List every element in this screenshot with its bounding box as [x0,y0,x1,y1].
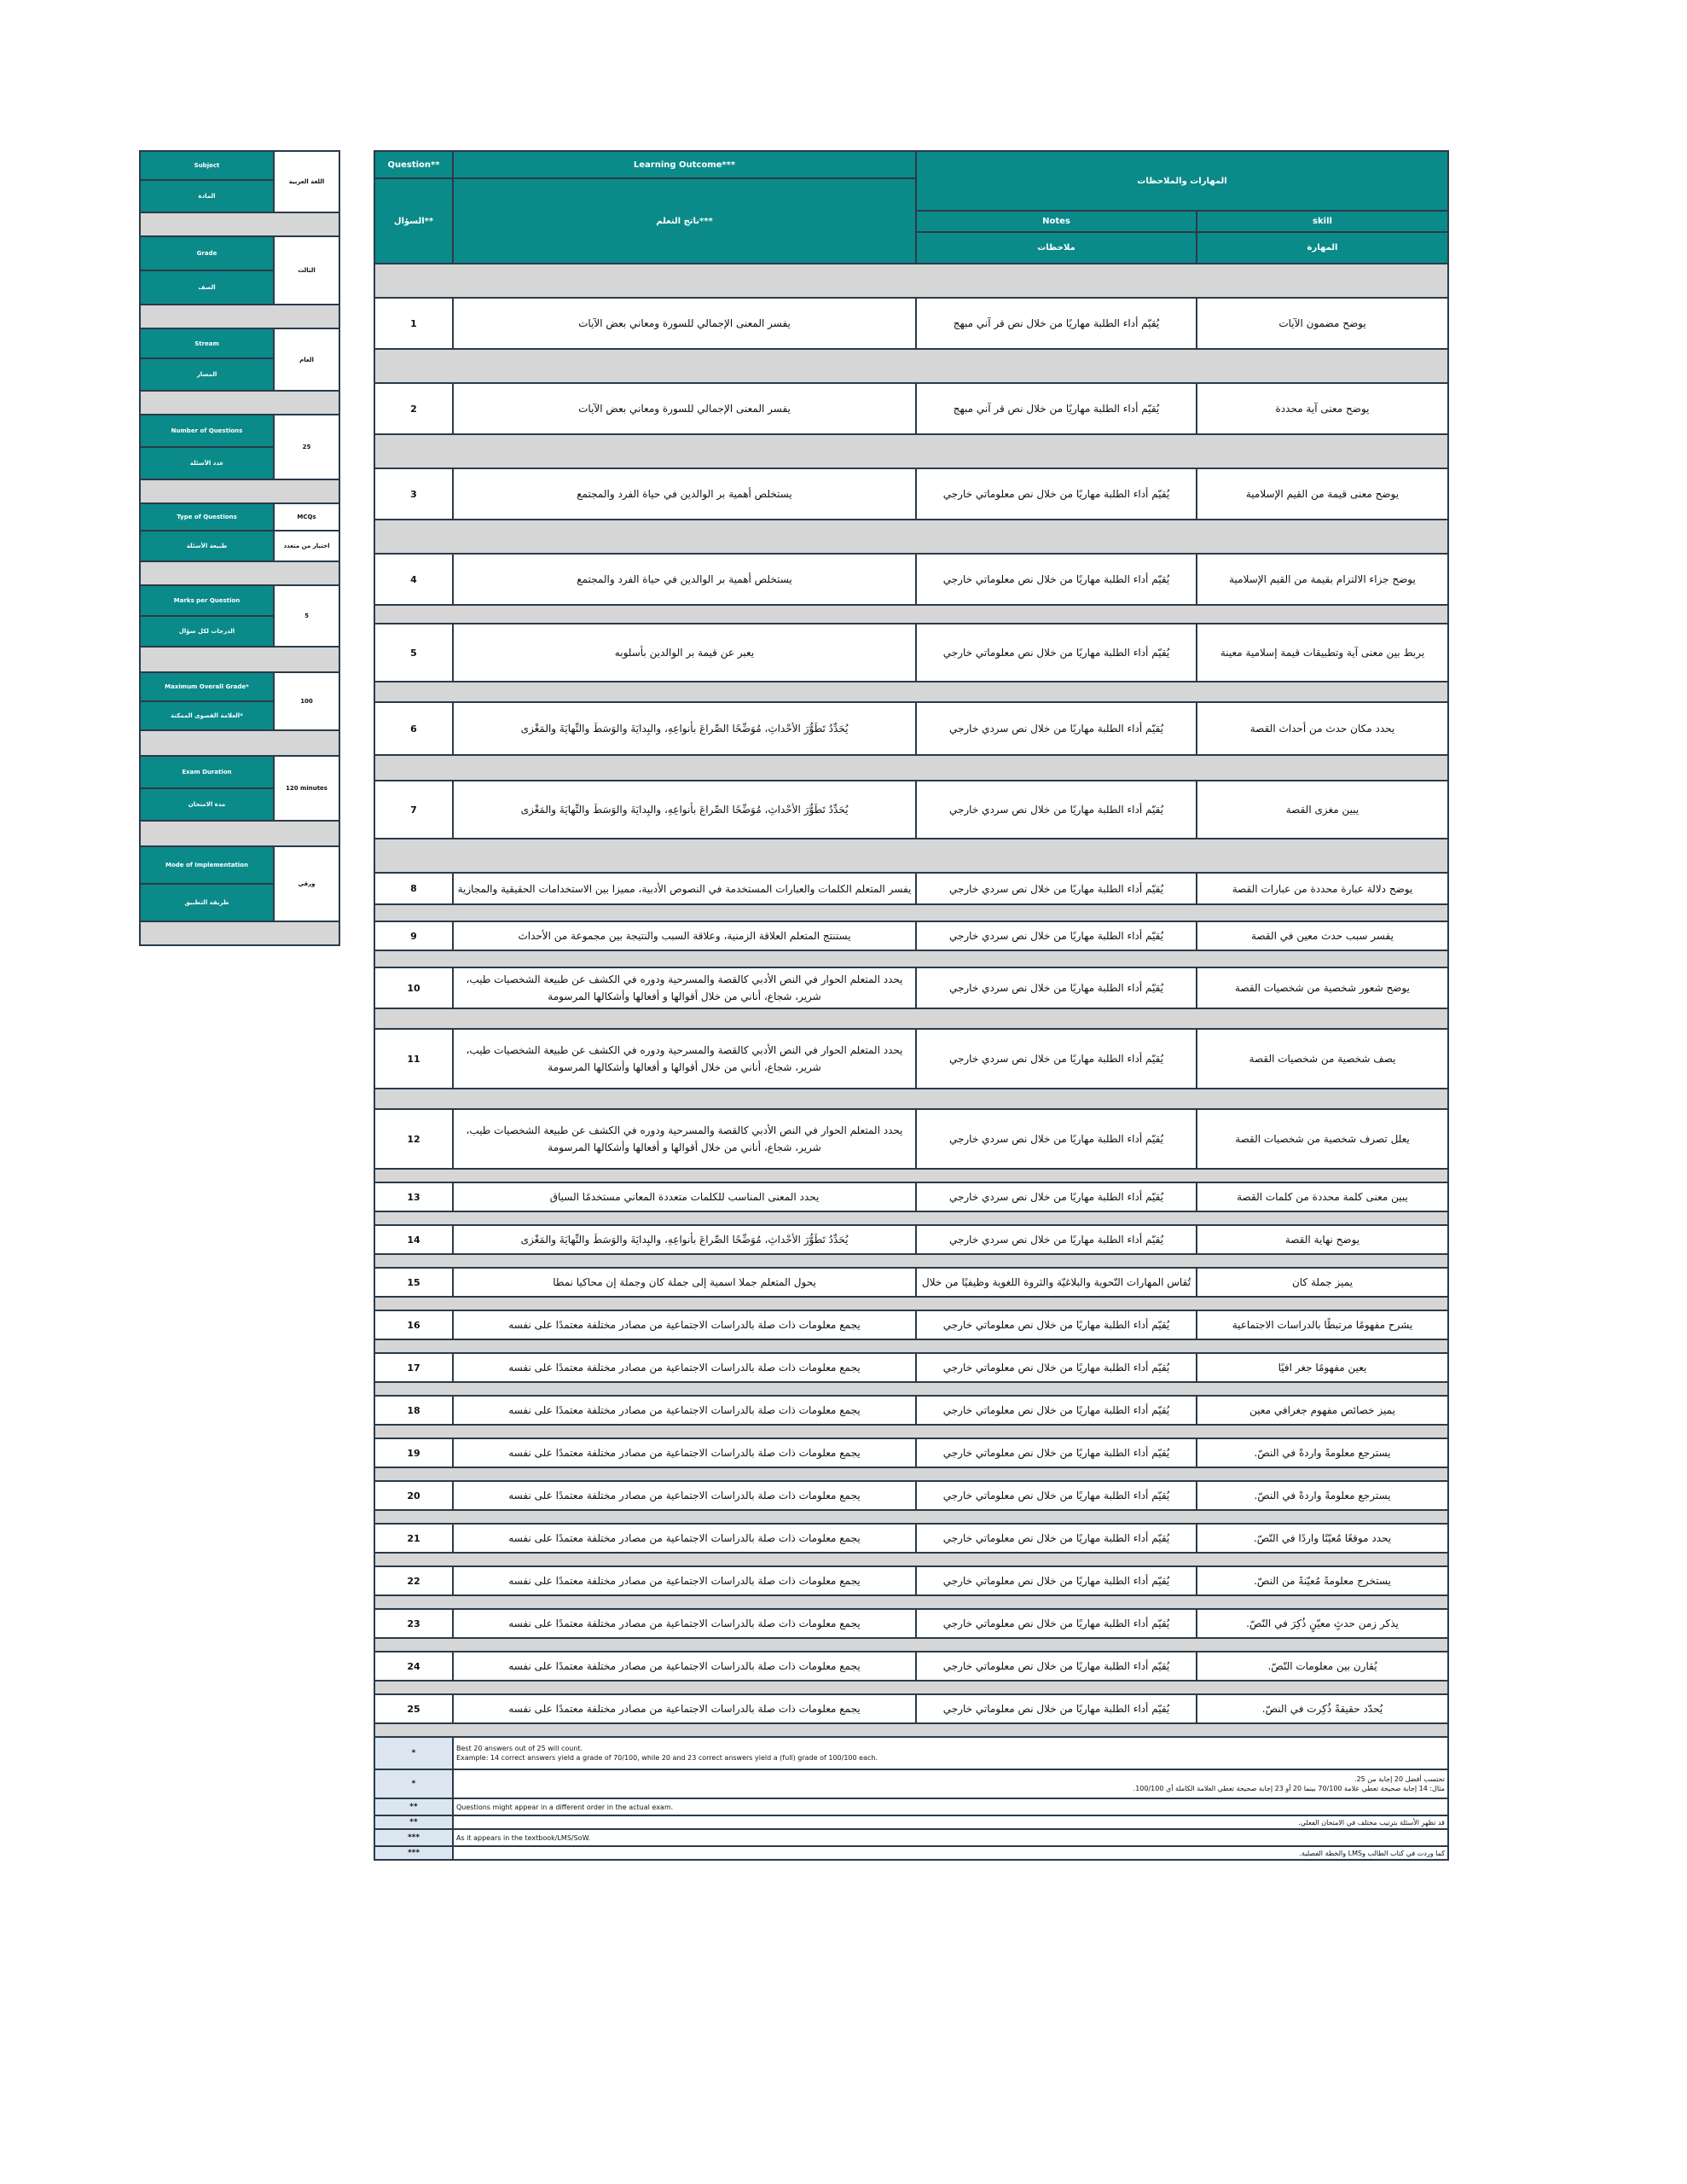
row-separator-cell [374,1211,1448,1225]
note: يُقيّم أداء الطلبة مهاريًا من خلال نص معلوماتي خارجي [916,1524,1197,1553]
row-separator [374,1254,1448,1268]
table-row [374,1481,1448,1510]
marks-value: 5 [274,585,339,647]
learning-outcome: يحول المتعلم جملا اسمية إلى جملة كان وجملة إن محاكيا نمطا [453,1268,916,1297]
skill: يفسر سبب حدث معين في القصة [1197,921,1448,950]
table-row [374,383,1448,434]
row-separator [374,755,1448,781]
learning-outcome: يستخلص أهمية بر الوالدين في حياة الفرد والمجتمع [453,554,916,605]
skills-notes-header: المهارات والملاحظات [916,151,1448,211]
question-number: 9 [374,921,453,950]
note: يُقيّم أداء الطلبة مهاريًا من خلال نص سردي خارجي [916,921,1197,950]
note: يُقيّم أداء الطلبة مهاريًا من خلال نص معلوماتي خارجي [916,624,1197,682]
row-separator-cell [374,1467,1448,1481]
learning-outcome: يُحَدِّدُ تَطَوُّرَ الأحْداثِ، مُوَضِّحًا الصِّراعَ بأنواعِهِ، والبِدايَةَ والوَسَطَ والنِّهايَةَ والمَغْزى [453,781,916,839]
footnote-row [374,1737,1448,1769]
row-separator [374,1553,1448,1566]
skill: يشرح مفهومًا مرتبطًا بالدراسات الاجتماعية [1197,1310,1448,1339]
learning-outcome: يفسر المعنى الإجمالي للسورة ومعاني بعض الآيات [453,383,916,434]
notes-header-en: Notes [916,211,1197,232]
learning-outcome: يحدد المتعلم الحوار في النص الأدبي كالقصة والمسرحية ودوره في الكشف عن طبيعة الشخصيات طيب، شرير، شجاع، أناني من خلال أقوالها و أفعالها وأشكالها المرسومة [453,967,916,1008]
spacer [140,212,339,236]
note: يُقيّم أداء الطلبة مهاريًا من خلال نص سردي خارجي [916,873,1197,904]
question-number: 5 [374,624,453,682]
row-separator [374,950,1448,967]
row-separator [374,1638,1448,1652]
spacer [140,921,339,945]
stream-label-en: Stream [140,328,274,358]
learning-outcome: يحدد المعنى المناسب للكلمات متعددة المعاني مستخدمًا السياق [453,1182,916,1211]
question-number: 8 [374,873,453,904]
learning-outcome: يفسر المعنى الإجمالي للسورة ومعاني بعض الآيات [453,298,916,349]
skill: يذكر زمن حدثٍ معيّنٍ ذُكِرَ في النّصّ. [1197,1609,1448,1638]
row-separator-cell [374,264,1448,298]
question-number: 4 [374,554,453,605]
table-row [374,1310,1448,1339]
skill: يحدد مكان حدث من أحداث القصة [1197,702,1448,755]
question-number: 23 [374,1609,453,1638]
row-separator [374,1297,1448,1310]
question-number: 22 [374,1566,453,1595]
note: تُقاس المهارات النّحوية والبلاغيّة والثروة اللغوية وظيفيًا من خلال [916,1268,1197,1297]
footnote-mark: * [374,1769,453,1798]
learning-outcome: يجمع معلومات ذات صلة بالدراسات الاجتماعية من مصادر مختلفة معتمدًا على نفسه [453,1353,916,1382]
note: يُقيّم أداء الطلبة مهاريًا من خلال نص سردي خارجي [916,702,1197,755]
footnote-text: كما وردت في كتاب الطالب وLMS والخطة الفصلية. [453,1846,1448,1860]
row-separator [374,1008,1448,1029]
skill: يُقارن بين معلومات النّصّ. [1197,1652,1448,1681]
row-separator [374,1467,1448,1481]
note: يُقيّم أداء الطلبة مهاريًا من خلال نص قر آني مبهج [916,383,1197,434]
skill: يستخرج معلومةً مُعيّنةً من النصّ. [1197,1566,1448,1595]
note: يُقيّم أداء الطلبة مهاريًا من خلال نص سردي خارجي [916,967,1197,1008]
skill: يميز خصائص مفهوم جغرافي معين [1197,1396,1448,1425]
learning-outcome: يحدد المتعلم الحوار في النص الأدبي كالقصة والمسرحية ودوره في الكشف عن طبيعة الشخصيات طيب، شرير، شجاع، أناني من خلال أقوالها و أفعالها وأشكالها المرسومة [453,1029,916,1089]
row-separator [374,1425,1448,1438]
row-separator-cell [374,950,1448,967]
spacer [140,561,339,585]
learning-outcome: يجمع معلومات ذات صلة بالدراسات الاجتماعية من مصادر مختلفة معتمدًا على نفسه [453,1652,916,1681]
skill: يميز جملة كان [1197,1268,1448,1297]
row-separator-cell [374,434,1448,468]
table-row [374,781,1448,839]
note: يُقيّم أداء الطلبة مهاريًا من خلال نص سردي خارجي [916,781,1197,839]
table-row [374,967,1448,1008]
exam-info-panel [139,150,340,946]
table-row [374,468,1448,520]
spacer [140,305,339,328]
learning-outcome: يحدد المتعلم الحوار في النص الأدبي كالقصة والمسرحية ودوره في الكشف عن طبيعة الشخصيات طيب، شرير، شجاع، أناني من خلال أقوالها و أفعالها وأشكالها المرسومة [453,1109,916,1169]
skill: يوضح نهاية القصة [1197,1225,1448,1254]
skill: يوضح مضمون الآيات [1197,298,1448,349]
max-grade-label-ar: العلامة القصوى الممكنة* [140,701,274,730]
note: يُقيّم أداء الطلبة مهاريًا من خلال نص سردي خارجي [916,1109,1197,1169]
learning-outcome: يجمع معلومات ذات صلة بالدراسات الاجتماعية من مصادر مختلفة معتمدًا على نفسه [453,1524,916,1553]
table-row [374,1566,1448,1595]
note: يُقيّم أداء الطلبة مهاريًا من خلال نص قر آني مبهج [916,298,1197,349]
max-grade-value: 100 [274,672,339,730]
stream-value: العام [274,328,339,391]
num-questions-value: 25 [274,415,339,479]
skill: يعين مفهومًا جغر افيًا [1197,1353,1448,1382]
row-separator [374,1382,1448,1396]
row-separator-cell [374,1254,1448,1268]
footnote-text: Best 20 answers out of 25 will count. Example: 14 correct answers yield a grade of 70/100, while 20 and 23 correct answers yield a (full) grade of 100/100 each. [453,1737,1448,1769]
table-row [374,1609,1448,1638]
skill: يوضح شعور شخصية من شخصيات القصة [1197,967,1448,1008]
note: يُقيّم أداء الطلبة مهاريًا من خلال نص معلوماتي خارجي [916,554,1197,605]
row-separator [374,682,1448,702]
row-separator-cell [374,1382,1448,1396]
question-number: 24 [374,1652,453,1681]
skill: يحدد موقعًا مُعيّنًا واردًا في النّصّ. [1197,1524,1448,1553]
question-number: 15 [374,1268,453,1297]
note: يُقيّم أداء الطلبة مهاريًا من خلال نص معلوماتي خارجي [916,1609,1197,1638]
skill: يوضح معنى قيمة من القيم الإسلامية [1197,468,1448,520]
row-separator [374,1089,1448,1109]
duration-label-en: Exam Duration [140,756,274,788]
note: يُقيّم أداء الطلبة مهاريًا من خلال نص معلوماتي خارجي [916,1566,1197,1595]
row-separator [374,1681,1448,1694]
row-separator-cell [374,605,1448,624]
row-separator-cell [374,1169,1448,1182]
skill: يبين معنى كلمة محددة من كلمات القصة [1197,1182,1448,1211]
skill: يسترجع معلومةً واردةً في النصّ. [1197,1438,1448,1467]
note: يُقيّم أداء الطلبة مهاريًا من خلال نص معلوماتي خارجي [916,468,1197,520]
grade-value: الثالث [274,236,339,305]
table-row [374,873,1448,904]
footnote-row [374,1769,1448,1798]
row-separator [374,520,1448,554]
note: يُقيّم أداء الطلبة مهاريًا من خلال نص سردي خارجي [916,1182,1197,1211]
row-separator-cell [374,1723,1448,1737]
footnote-row [374,1815,1448,1829]
row-separator-cell [374,1008,1448,1029]
duration-label-ar: مدة الامتحان [140,788,274,821]
row-separator-cell [374,349,1448,383]
learning-outcome: يُحَدِّدُ تَطَوُّرَ الأحْداثِ، مُوَضِّحًا الصِّراعَ بأنواعِهِ، والبِدايَةَ والوَسَطَ والنِّهايَةَ والمَغْزى [453,1225,916,1254]
subject-value: اللغة العربية [274,151,339,212]
note: يُقيّم أداء الطلبة مهاريًا من خلال نص معلوماتي خارجي [916,1438,1197,1467]
learning-outcome: يُحَدِّدُ تَطَوُّرَ الأحْداثِ، مُوَضِّحًا الصِّراعَ بأنواعِهِ، والبِدايَةَ والوَسَطَ والنِّهايَةَ والمَغْزى [453,702,916,755]
question-number: 10 [374,967,453,1008]
row-separator-cell [374,755,1448,781]
row-separator [374,1723,1448,1737]
question-number: 7 [374,781,453,839]
question-number: 12 [374,1109,453,1169]
row-separator-cell [374,520,1448,554]
subject-label-ar: المادة [140,180,274,212]
row-separator [374,1211,1448,1225]
row-separator-cell [374,1681,1448,1694]
question-number: 21 [374,1524,453,1553]
spacer [140,647,339,672]
question-number: 25 [374,1694,453,1723]
num-questions-label-en: Number of Questions [140,415,274,447]
learning-outcome: يجمع معلومات ذات صلة بالدراسات الاجتماعية من مصادر مختلفة معتمدًا على نفسه [453,1694,916,1723]
question-number: 6 [374,702,453,755]
table-row [374,1694,1448,1723]
stream-label-ar: المسار [140,358,274,391]
max-grade-label-en: Maximum Overall Grade* [140,672,274,701]
grade-label-en: Grade [140,236,274,270]
footnote-mark: *** [374,1846,453,1860]
note: يُقيّم أداء الطلبة مهاريًا من خلال نص معلوماتي خارجي [916,1310,1197,1339]
question-number: 11 [374,1029,453,1089]
grade-label-ar: الصف [140,270,274,305]
row-separator [374,1510,1448,1524]
notes-header-ar: ملاحظات [916,232,1197,264]
footnote-row [374,1846,1448,1860]
table-row [374,1109,1448,1169]
note: يُقيّم أداء الطلبة مهاريًا من خلال نص سردي خارجي [916,1029,1197,1089]
spacer [140,821,339,846]
learning-outcome: يجمع معلومات ذات صلة بالدراسات الاجتماعية من مصادر مختلفة معتمدًا على نفسه [453,1566,916,1595]
learning-outcome: يستنتج المتعلم العلاقة الزمنية، وعلاقة السبب والنتيجة بين مجموعة من الأحداث [453,921,916,950]
table-row [374,702,1448,755]
row-separator-cell [374,839,1448,873]
spacer [140,479,339,503]
note: يُقيّم أداء الطلبة مهاريًا من خلال نص معلوماتي خارجي [916,1652,1197,1681]
table-row [374,1438,1448,1467]
skill: يوضح جزاء الالتزام بقيمة من القيم الإسلامية [1197,554,1448,605]
type-label-en: Type of Questions [140,503,274,531]
question-number: 17 [374,1353,453,1382]
row-separator [374,349,1448,383]
row-separator [374,1595,1448,1609]
question-number: 1 [374,298,453,349]
question-number: 18 [374,1396,453,1425]
row-separator-cell [374,1339,1448,1353]
footnote-row [374,1798,1448,1815]
row-separator-cell [374,682,1448,702]
row-separator [374,1169,1448,1182]
question-number: 13 [374,1182,453,1211]
skill: يُحدّد حقيقةً ذُكِرت في النصّ. [1197,1694,1448,1723]
table-row [374,1268,1448,1297]
note: يُقيّم أداء الطلبة مهاريًا من خلال نص معلوماتي خارجي [916,1481,1197,1510]
footnote-mark: ** [374,1815,453,1829]
marks-label-ar: الدرجات لكل سؤال [140,616,274,647]
learning-outcome: يفسر المتعلم الكلمات والعبارات المستخدمة في النصوص الأدبية، مميزا بين الاستخدامات الحقيقية والمجازية [453,873,916,904]
footnote-mark: * [374,1737,453,1769]
question-number: 2 [374,383,453,434]
mode-value: ورقي [274,846,339,921]
learning-outcomes-table [374,150,1449,1861]
skill: يوضح دلالة عبارة محددة من عبارات القصة [1197,873,1448,904]
skill-header-ar: المهارة [1197,232,1448,264]
row-separator [374,904,1448,921]
question-number: 3 [374,468,453,520]
duration-value: 120 minutes [274,756,339,821]
row-separator-cell [374,1297,1448,1310]
skill: يوضح معنى آية محددة [1197,383,1448,434]
learning-outcome: يجمع معلومات ذات صلة بالدراسات الاجتماعية من مصادر مختلفة معتمدًا على نفسه [453,1396,916,1425]
mode-label-ar: طريقة التطبيق [140,884,274,921]
outcome-header-ar: ناتج التعلم*** [453,178,916,264]
skill-header-en: skill [1197,211,1448,232]
learning-outcome: يجمع معلومات ذات صلة بالدراسات الاجتماعية من مصادر مختلفة معتمدًا على نفسه [453,1310,916,1339]
skill: يصف شخصية من شخصيات القصة [1197,1029,1448,1089]
learning-outcome: يستخلص أهمية بر الوالدين في حياة الفرد والمجتمع [453,468,916,520]
outcome-header-en: Learning Outcome*** [453,151,916,178]
row-separator [374,264,1448,298]
skill: يسترجع معلومةً واردةً في النصّ. [1197,1481,1448,1510]
table-row [374,1029,1448,1089]
footnote-text: تحتسب أفضل 20 إجابة من 25. مثال: 14 إجابة صحيحة تعطي علامة 70/100 بينما 20 أو 23 إجابة صحيحة تعطي العلامة الكاملة أي 100/100. [453,1769,1448,1798]
marks-label-en: Marks per Question [140,585,274,616]
row-separator-cell [374,1595,1448,1609]
num-questions-label-ar: عدد الأسئلة [140,447,274,479]
row-separator-cell [374,1553,1448,1566]
table-row [374,1353,1448,1382]
row-separator [374,1339,1448,1353]
footnote-row [374,1829,1448,1846]
footnote-mark: *** [374,1829,453,1846]
question-number: 16 [374,1310,453,1339]
spacer [140,730,339,756]
table-row [374,921,1448,950]
footnote-text: As it appears in the textbook/LMS/SoW. [453,1829,1448,1846]
type-label-ar: طبيعة الأسئلة [140,531,274,561]
table-row [374,1524,1448,1553]
row-separator [374,605,1448,624]
learning-outcome: يجمع معلومات ذات صلة بالدراسات الاجتماعية من مصادر مختلفة معتمدًا على نفسه [453,1609,916,1638]
question-header-en: Question** [374,151,453,178]
mode-label-en: Mode of Implementation [140,846,274,884]
question-number: 19 [374,1438,453,1467]
footnote-text: Questions might appear in a different order in the actual exam. [453,1798,1448,1815]
spacer [140,391,339,415]
table-row [374,624,1448,682]
learning-outcome: يعبر عن قيمة بر الوالدين بأسلوبه [453,624,916,682]
question-number: 20 [374,1481,453,1510]
row-separator [374,434,1448,468]
table-row [374,1396,1448,1425]
row-separator-cell [374,1425,1448,1438]
footnote-text: قد تظهر الأسئلة بترتيب مختلف في الامتحان الفعلي. [453,1815,1448,1829]
type-value-en: MCQs [274,503,339,531]
skill: يعلل تصرف شخصية من شخصيات القصة [1197,1109,1448,1169]
row-separator-cell [374,1638,1448,1652]
learning-outcome: يجمع معلومات ذات صلة بالدراسات الاجتماعية من مصادر مختلفة معتمدًا على نفسه [453,1481,916,1510]
row-separator [374,839,1448,873]
subject-label-en: Subject [140,151,274,180]
footnote-mark: ** [374,1798,453,1815]
learning-outcome: يجمع معلومات ذات صلة بالدراسات الاجتماعية من مصادر مختلفة معتمدًا على نفسه [453,1438,916,1467]
note: يُقيّم أداء الطلبة مهاريًا من خلال نص سردي خارجي [916,1225,1197,1254]
type-value-ar: اختيار من متعدد [274,531,339,561]
skill: يبين مغزى القصة [1197,781,1448,839]
table-row [374,1652,1448,1681]
row-separator-cell [374,1510,1448,1524]
table-row [374,1182,1448,1211]
row-separator-cell [374,904,1448,921]
skill: يربط بين معنى آية وتطبيقات قيمة إسلامية معينة [1197,624,1448,682]
question-header-ar: السؤال** [374,178,453,264]
note: يُقيّم أداء الطلبة مهاريًا من خلال نص معلوماتي خارجي [916,1353,1197,1382]
row-separator-cell [374,1089,1448,1109]
table-row [374,554,1448,605]
note: يُقيّم أداء الطلبة مهاريًا من خلال نص معلوماتي خارجي [916,1396,1197,1425]
table-row [374,1225,1448,1254]
table-row [374,298,1448,349]
note: يُقيّم أداء الطلبة مهاريًا من خلال نص معلوماتي خارجي [916,1694,1197,1723]
question-number: 14 [374,1225,453,1254]
